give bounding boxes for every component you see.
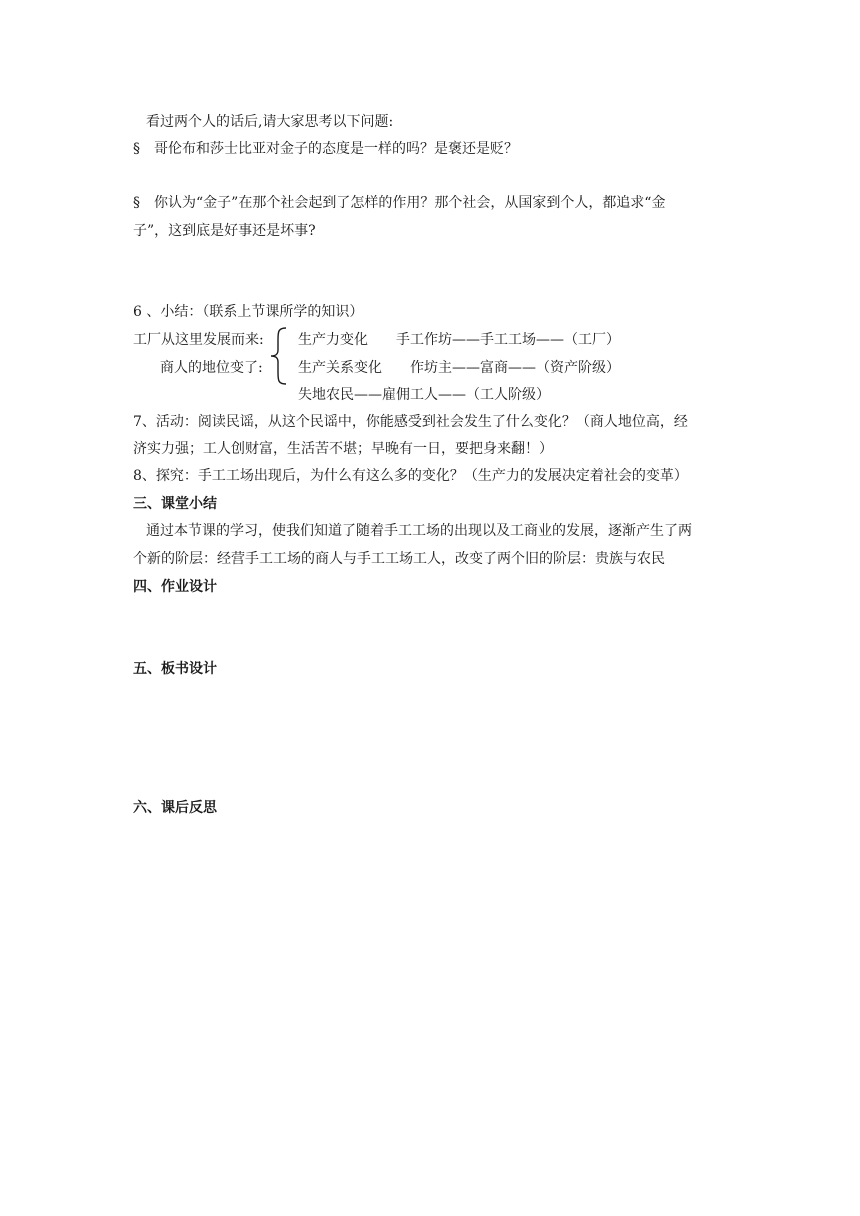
activity-7-line-1: 7、活动：阅读民谣，从这个民谣中，你能感受到社会发生了什么变化？（商人地位高，经 bbox=[133, 414, 688, 430]
section-4-heading: 四、作业设计 bbox=[133, 579, 217, 595]
summary-6-row-1-label: 生产力变化 bbox=[298, 332, 368, 348]
activity-7-line-2: 济实力强；工人创财富，生活苦不堪；早晚有一日，要把身来翻！） bbox=[133, 441, 553, 457]
summary-6-left-label-2: 商人的地位变了: bbox=[160, 360, 263, 376]
summary-6-row-2-label: 生产关系变化 bbox=[298, 360, 382, 376]
summary-6-title: 6 、小结：（联系上节课所学的知识） bbox=[133, 304, 364, 320]
section-3-text-line-2: 个新的阶层：经营手工工场的商人与手工工场工人，改变了两个旧的阶层：贵族与农民 bbox=[133, 551, 665, 567]
section-3-heading: 三、课堂小结 bbox=[133, 496, 217, 512]
section-6-heading: 六、课后反思 bbox=[133, 800, 217, 816]
summary-6-row-1-chain: 手工作坊——手工工场——（工厂） bbox=[396, 332, 620, 348]
summary-6-row-3: 失地农民——雇佣工人——（工人阶级） bbox=[298, 387, 550, 403]
question-2-line-1: § 你认为“金子”在那个社会起到了怎样的作用？那个社会，从国家到个人，都追求“金 bbox=[133, 195, 666, 211]
summary-6-left-label-1: 工厂从这里发展而来: bbox=[133, 332, 264, 348]
explore-8: 8、探究：手工工场出现后，为什么有这么多的变化？（生产力的发展决定着社会的变革） bbox=[133, 468, 688, 484]
intro-text: 看过两个人的话后,请大家思考以下问题: bbox=[146, 114, 394, 130]
curly-brace-icon bbox=[268, 326, 290, 386]
summary-6-row-2-chain: 作坊主——富商——（资产阶级） bbox=[410, 360, 620, 376]
question-1: § 哥伦布和莎士比亚对金子的态度是一样的吗？是褒还是贬？ bbox=[133, 141, 518, 157]
section-5-heading: 五、板书设计 bbox=[133, 661, 217, 677]
question-2-line-2: 子”，这到底是好事还是坏事? bbox=[133, 223, 316, 239]
section-3-text-line-1: 通过本节课的学习，使我们知道了随着手工工场的出现以及工商业的发展，逐渐产生了两 bbox=[146, 523, 692, 539]
